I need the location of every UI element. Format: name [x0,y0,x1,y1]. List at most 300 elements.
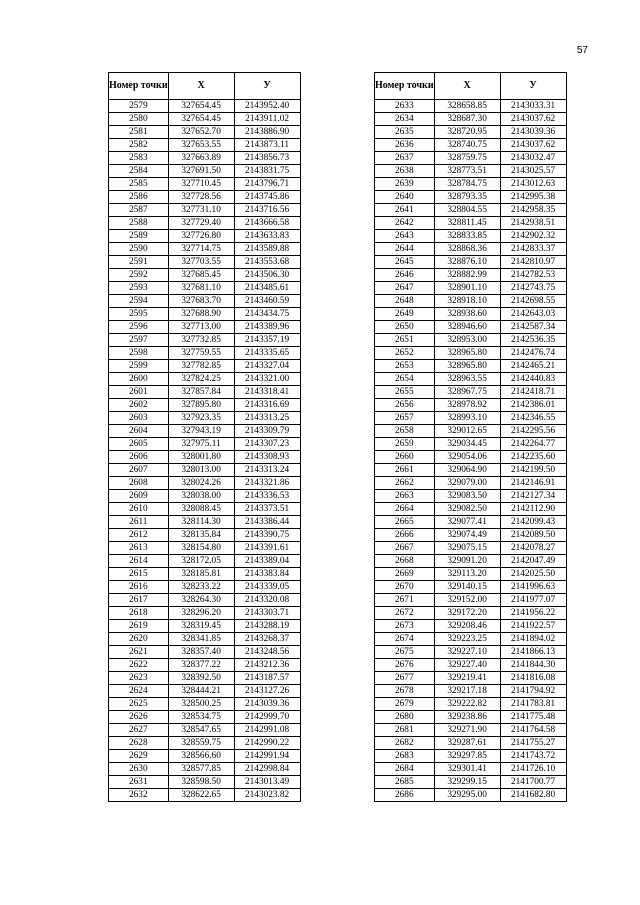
point-number-cell: 2646 [375,269,435,282]
y-coordinate-cell: 2143320.08 [234,594,300,607]
y-coordinate-cell: 2143391.61 [234,542,300,555]
point-number-cell: 2649 [375,308,435,321]
point-number-cell: 2641 [375,204,435,217]
point-number-cell: 2593 [109,282,169,295]
y-coordinate-cell: 2143303.71 [234,607,300,620]
x-coordinate-cell: 329054.06 [434,451,500,464]
table-row [109,165,301,178]
table-row [109,464,301,477]
x-coordinate-cell: 328804.55 [434,204,500,217]
header-x: Х [168,73,234,100]
point-number-cell: 2676 [375,659,435,672]
table-row [109,503,301,516]
table-row [109,139,301,152]
table-row [375,399,567,412]
table-row [375,373,567,386]
point-number-cell: 2628 [109,737,169,750]
point-number-cell: 2598 [109,347,169,360]
table-row [375,685,567,698]
y-coordinate-cell: 2142386.01 [500,399,566,412]
x-coordinate-cell: 327923.35 [168,412,234,425]
y-coordinate-cell: 2142346.55 [500,412,566,425]
x-coordinate-cell: 329172.20 [434,607,500,620]
table-row [375,477,567,490]
table-row [375,321,567,334]
y-coordinate-cell: 2143911.02 [234,113,300,126]
x-coordinate-cell: 328963.55 [434,373,500,386]
point-number-cell: 2642 [375,217,435,230]
table-row [109,698,301,711]
point-number-cell: 2663 [375,490,435,503]
y-coordinate-cell: 2142418.71 [500,386,566,399]
coordinates-table-right [374,72,567,802]
x-coordinate-cell: 329222.82 [434,698,500,711]
x-coordinate-cell: 328114.30 [168,516,234,529]
x-coordinate-cell: 329219.41 [434,672,500,685]
point-number-cell: 2644 [375,243,435,256]
x-coordinate-cell: 327943.19 [168,425,234,438]
y-coordinate-cell: 2142264.77 [500,438,566,451]
x-coordinate-cell: 328965.80 [434,360,500,373]
table-row [109,243,301,256]
point-number-cell: 2657 [375,412,435,425]
point-number-cell: 2685 [375,776,435,789]
x-coordinate-cell: 328868.36 [434,243,500,256]
y-coordinate-cell: 2143357.19 [234,334,300,347]
x-coordinate-cell: 327732.85 [168,334,234,347]
y-coordinate-cell: 2141783.81 [500,698,566,711]
table-row [375,217,567,230]
point-number-cell: 2626 [109,711,169,724]
table-row [109,412,301,425]
point-number-cell: 2595 [109,308,169,321]
table-row [375,165,567,178]
y-coordinate-cell: 2142440.83 [500,373,566,386]
table-row [109,451,301,464]
table-row [109,555,301,568]
x-coordinate-cell: 328784.75 [434,178,500,191]
y-coordinate-cell: 2142146.91 [500,477,566,490]
x-coordinate-cell: 329152.00 [434,594,500,607]
table-row [375,464,567,477]
point-number-cell: 2627 [109,724,169,737]
x-coordinate-cell: 329012.65 [434,425,500,438]
y-coordinate-cell: 2142743.75 [500,282,566,295]
y-coordinate-cell: 2143485.61 [234,282,300,295]
point-number-cell: 2580 [109,113,169,126]
y-coordinate-cell: 2143039.36 [234,698,300,711]
header-point-number: Номер точки [109,73,169,100]
point-number-cell: 2669 [375,568,435,581]
x-coordinate-cell: 329271.90 [434,724,500,737]
point-number-cell: 2624 [109,685,169,698]
point-number-cell: 2647 [375,282,435,295]
x-coordinate-cell: 328341.85 [168,633,234,646]
table-row [375,750,567,763]
y-coordinate-cell: 2141866.13 [500,646,566,659]
x-coordinate-cell: 329113.20 [434,568,500,581]
table-row [109,256,301,269]
y-coordinate-cell: 2142990.22 [234,737,300,750]
point-number-cell: 2680 [375,711,435,724]
y-coordinate-cell: 2143386.44 [234,516,300,529]
table-row [375,451,567,464]
table-row [375,152,567,165]
table-row [109,178,301,191]
y-coordinate-cell: 2141894.02 [500,633,566,646]
point-number-cell: 2590 [109,243,169,256]
x-coordinate-cell: 328759.75 [434,152,500,165]
y-coordinate-cell: 2143248.56 [234,646,300,659]
table-row [109,594,301,607]
point-number-cell: 2592 [109,269,169,282]
table-row [375,672,567,685]
point-number-cell: 2622 [109,659,169,672]
table-body-left [109,100,301,802]
x-coordinate-cell: 328038.00 [168,490,234,503]
table-header-row [375,73,567,100]
y-coordinate-cell: 2142127.34 [500,490,566,503]
y-coordinate-cell: 2143336.53 [234,490,300,503]
y-coordinate-cell: 2142902.32 [500,230,566,243]
y-coordinate-cell: 2143032.47 [500,152,566,165]
header-x: Х [434,73,500,100]
x-coordinate-cell: 328172.05 [168,555,234,568]
point-number-cell: 2670 [375,581,435,594]
y-coordinate-cell: 2142698.55 [500,295,566,308]
y-coordinate-cell: 2142995.38 [500,191,566,204]
x-coordinate-cell: 327681.10 [168,282,234,295]
table-row [109,646,301,659]
x-coordinate-cell: 329208.46 [434,620,500,633]
x-coordinate-cell: 328811.45 [434,217,500,230]
x-coordinate-cell: 328024.26 [168,477,234,490]
y-coordinate-cell: 2143268.37 [234,633,300,646]
y-coordinate-cell: 2143553.68 [234,256,300,269]
point-number-cell: 2654 [375,373,435,386]
x-coordinate-cell: 327663.89 [168,152,234,165]
table-row [109,347,301,360]
point-number-cell: 2631 [109,776,169,789]
x-coordinate-cell: 328882.99 [434,269,500,282]
point-number-cell: 2659 [375,438,435,451]
table-row [109,204,301,217]
table-row [375,204,567,217]
page-number: 57 [576,45,588,56]
y-coordinate-cell: 2143212.36 [234,659,300,672]
point-number-cell: 2656 [375,399,435,412]
table-row [375,789,567,802]
table-row [109,789,301,802]
table-row [375,334,567,347]
x-coordinate-cell: 329217.18 [434,685,500,698]
table-row [375,256,567,269]
x-coordinate-cell: 328013.00 [168,464,234,477]
x-coordinate-cell: 329074.49 [434,529,500,542]
point-number-cell: 2610 [109,503,169,516]
point-number-cell: 2673 [375,620,435,633]
table-row [375,503,567,516]
table-row [109,542,301,555]
y-coordinate-cell: 2142998.84 [234,763,300,776]
x-coordinate-cell: 328793.35 [434,191,500,204]
x-coordinate-cell: 328392.50 [168,672,234,685]
y-coordinate-cell: 2143389.04 [234,555,300,568]
table-row [375,594,567,607]
point-number-cell: 2603 [109,412,169,425]
table-row [375,633,567,646]
table-row [375,776,567,789]
x-coordinate-cell: 328135.84 [168,529,234,542]
table-row [375,126,567,139]
x-coordinate-cell: 327824.25 [168,373,234,386]
table-row [375,724,567,737]
point-number-cell: 2683 [375,750,435,763]
y-coordinate-cell: 2143013.49 [234,776,300,789]
y-coordinate-cell: 2143313.25 [234,412,300,425]
y-coordinate-cell: 2143308.93 [234,451,300,464]
table-row [109,386,301,399]
y-coordinate-cell: 2143321.00 [234,373,300,386]
point-number-cell: 2584 [109,165,169,178]
table-row [375,113,567,126]
y-coordinate-cell: 2143288.19 [234,620,300,633]
table-row [109,425,301,438]
table-row [375,737,567,750]
point-number-cell: 2672 [375,607,435,620]
point-number-cell: 2629 [109,750,169,763]
y-coordinate-cell: 2142999.70 [234,711,300,724]
point-number-cell: 2596 [109,321,169,334]
x-coordinate-cell: 328319.45 [168,620,234,633]
x-coordinate-cell: 327713.00 [168,321,234,334]
y-coordinate-cell: 2142958.35 [500,204,566,217]
table-row [375,529,567,542]
y-coordinate-cell: 2143033.31 [500,100,566,113]
x-coordinate-cell: 328946.60 [434,321,500,334]
table-row [109,633,301,646]
table-row [375,243,567,256]
y-coordinate-cell: 2141764.58 [500,724,566,737]
point-number-cell: 2625 [109,698,169,711]
point-number-cell: 2681 [375,724,435,737]
y-coordinate-cell: 2143313.24 [234,464,300,477]
table-row [375,607,567,620]
x-coordinate-cell: 328598.50 [168,776,234,789]
x-coordinate-cell: 328833.85 [434,230,500,243]
table-row [109,607,301,620]
x-coordinate-cell: 329077.41 [434,516,500,529]
y-coordinate-cell: 2143886.90 [234,126,300,139]
point-number-cell: 2666 [375,529,435,542]
table-row [109,360,301,373]
point-number-cell: 2664 [375,503,435,516]
x-coordinate-cell: 328001.80 [168,451,234,464]
x-coordinate-cell: 327782.85 [168,360,234,373]
point-number-cell: 2623 [109,672,169,685]
x-coordinate-cell: 329079.00 [434,477,500,490]
table-row [109,750,301,763]
y-coordinate-cell: 2143873.11 [234,139,300,152]
table-row [375,425,567,438]
point-number-cell: 2652 [375,347,435,360]
point-number-cell: 2606 [109,451,169,464]
point-number-cell: 2611 [109,516,169,529]
point-number-cell: 2609 [109,490,169,503]
point-number-cell: 2619 [109,620,169,633]
table-row [375,568,567,581]
table-row [375,646,567,659]
header-point-number: Номер точки [375,73,435,100]
table-row [375,763,567,776]
y-coordinate-cell: 2142833.37 [500,243,566,256]
x-coordinate-cell: 328658.85 [434,100,500,113]
y-coordinate-cell: 2142465.21 [500,360,566,373]
point-number-cell: 2618 [109,607,169,620]
table-row [109,308,301,321]
x-coordinate-cell: 329227.40 [434,659,500,672]
x-coordinate-cell: 327759.55 [168,347,234,360]
point-number-cell: 2583 [109,152,169,165]
table-row [109,217,301,230]
table-row [375,139,567,152]
x-coordinate-cell: 327857.84 [168,386,234,399]
x-coordinate-cell: 329083.50 [434,490,500,503]
y-coordinate-cell: 2143390.75 [234,529,300,542]
x-coordinate-cell: 329227.10 [434,646,500,659]
point-number-cell: 2581 [109,126,169,139]
x-coordinate-cell: 327729.40 [168,217,234,230]
table-row [109,230,301,243]
point-number-cell: 2579 [109,100,169,113]
table-row [109,490,301,503]
x-coordinate-cell: 328993.10 [434,412,500,425]
point-number-cell: 2591 [109,256,169,269]
point-number-cell: 2613 [109,542,169,555]
point-number-cell: 2600 [109,373,169,386]
y-coordinate-cell: 2141726.10 [500,763,566,776]
table-row [109,737,301,750]
y-coordinate-cell: 2142199.50 [500,464,566,477]
point-number-cell: 2645 [375,256,435,269]
point-number-cell: 2612 [109,529,169,542]
x-coordinate-cell: 329075.15 [434,542,500,555]
y-coordinate-cell: 2142476.74 [500,347,566,360]
table-row [109,477,301,490]
x-coordinate-cell: 327654.45 [168,100,234,113]
x-coordinate-cell: 328233.22 [168,581,234,594]
y-coordinate-cell: 2142047.49 [500,555,566,568]
table-body-right [375,100,567,802]
y-coordinate-cell: 2143307.23 [234,438,300,451]
y-coordinate-cell: 2143318.41 [234,386,300,399]
y-coordinate-cell: 2142938.51 [500,217,566,230]
table-row [109,126,301,139]
x-coordinate-cell: 328918.10 [434,295,500,308]
x-coordinate-cell: 328953.00 [434,334,500,347]
y-coordinate-cell: 2141775.48 [500,711,566,724]
y-coordinate-cell: 2143434.75 [234,308,300,321]
point-number-cell: 2643 [375,230,435,243]
x-coordinate-cell: 328444.21 [168,685,234,698]
table-row [375,490,567,503]
table-row [109,399,301,412]
x-coordinate-cell: 329082.50 [434,503,500,516]
y-coordinate-cell: 2142078.27 [500,542,566,555]
point-number-cell: 2599 [109,360,169,373]
y-coordinate-cell: 2143335.65 [234,347,300,360]
x-coordinate-cell: 327652.70 [168,126,234,139]
point-number-cell: 2651 [375,334,435,347]
point-number-cell: 2661 [375,464,435,477]
coordinates-table-left [108,72,301,802]
x-coordinate-cell: 329287.61 [434,737,500,750]
y-coordinate-cell: 2143831.75 [234,165,300,178]
x-coordinate-cell: 328978.92 [434,399,500,412]
y-coordinate-cell: 2141682.80 [500,789,566,802]
x-coordinate-cell: 328559.75 [168,737,234,750]
x-coordinate-cell: 328740.75 [434,139,500,152]
x-coordinate-cell: 328622.65 [168,789,234,802]
y-coordinate-cell: 2143309.79 [234,425,300,438]
y-coordinate-cell: 2143589.88 [234,243,300,256]
table-row [375,659,567,672]
table-row [375,178,567,191]
point-number-cell: 2660 [375,451,435,464]
x-coordinate-cell: 327683.70 [168,295,234,308]
y-coordinate-cell: 2142991.08 [234,724,300,737]
table-row [375,100,567,113]
y-coordinate-cell: 2141700.77 [500,776,566,789]
y-coordinate-cell: 2141755.27 [500,737,566,750]
x-coordinate-cell: 328154.80 [168,542,234,555]
point-number-cell: 2586 [109,191,169,204]
point-number-cell: 2638 [375,165,435,178]
point-number-cell: 2605 [109,438,169,451]
table-row [375,191,567,204]
y-coordinate-cell: 2142099.43 [500,516,566,529]
point-number-cell: 2684 [375,763,435,776]
table-row [109,763,301,776]
table-row [375,711,567,724]
x-coordinate-cell: 328720.95 [434,126,500,139]
table-row [109,711,301,724]
point-number-cell: 2665 [375,516,435,529]
table-row [109,581,301,594]
point-number-cell: 2639 [375,178,435,191]
x-coordinate-cell: 327714.75 [168,243,234,256]
y-coordinate-cell: 2142587.34 [500,321,566,334]
y-coordinate-cell: 2142025.50 [500,568,566,581]
point-number-cell: 2635 [375,126,435,139]
y-coordinate-cell: 2142089.50 [500,529,566,542]
point-number-cell: 2582 [109,139,169,152]
y-coordinate-cell: 2142112.90 [500,503,566,516]
y-coordinate-cell: 2143316.69 [234,399,300,412]
y-coordinate-cell: 2143460.59 [234,295,300,308]
x-coordinate-cell: 327685.45 [168,269,234,282]
x-coordinate-cell: 328938.60 [434,308,500,321]
y-coordinate-cell: 2143745.86 [234,191,300,204]
y-coordinate-cell: 2142536.35 [500,334,566,347]
table-row [375,269,567,282]
point-number-cell: 2587 [109,204,169,217]
y-coordinate-cell: 2142295.56 [500,425,566,438]
table-row [109,672,301,685]
x-coordinate-cell: 327654.45 [168,113,234,126]
header-y: У [234,73,300,100]
x-coordinate-cell: 327975.11 [168,438,234,451]
